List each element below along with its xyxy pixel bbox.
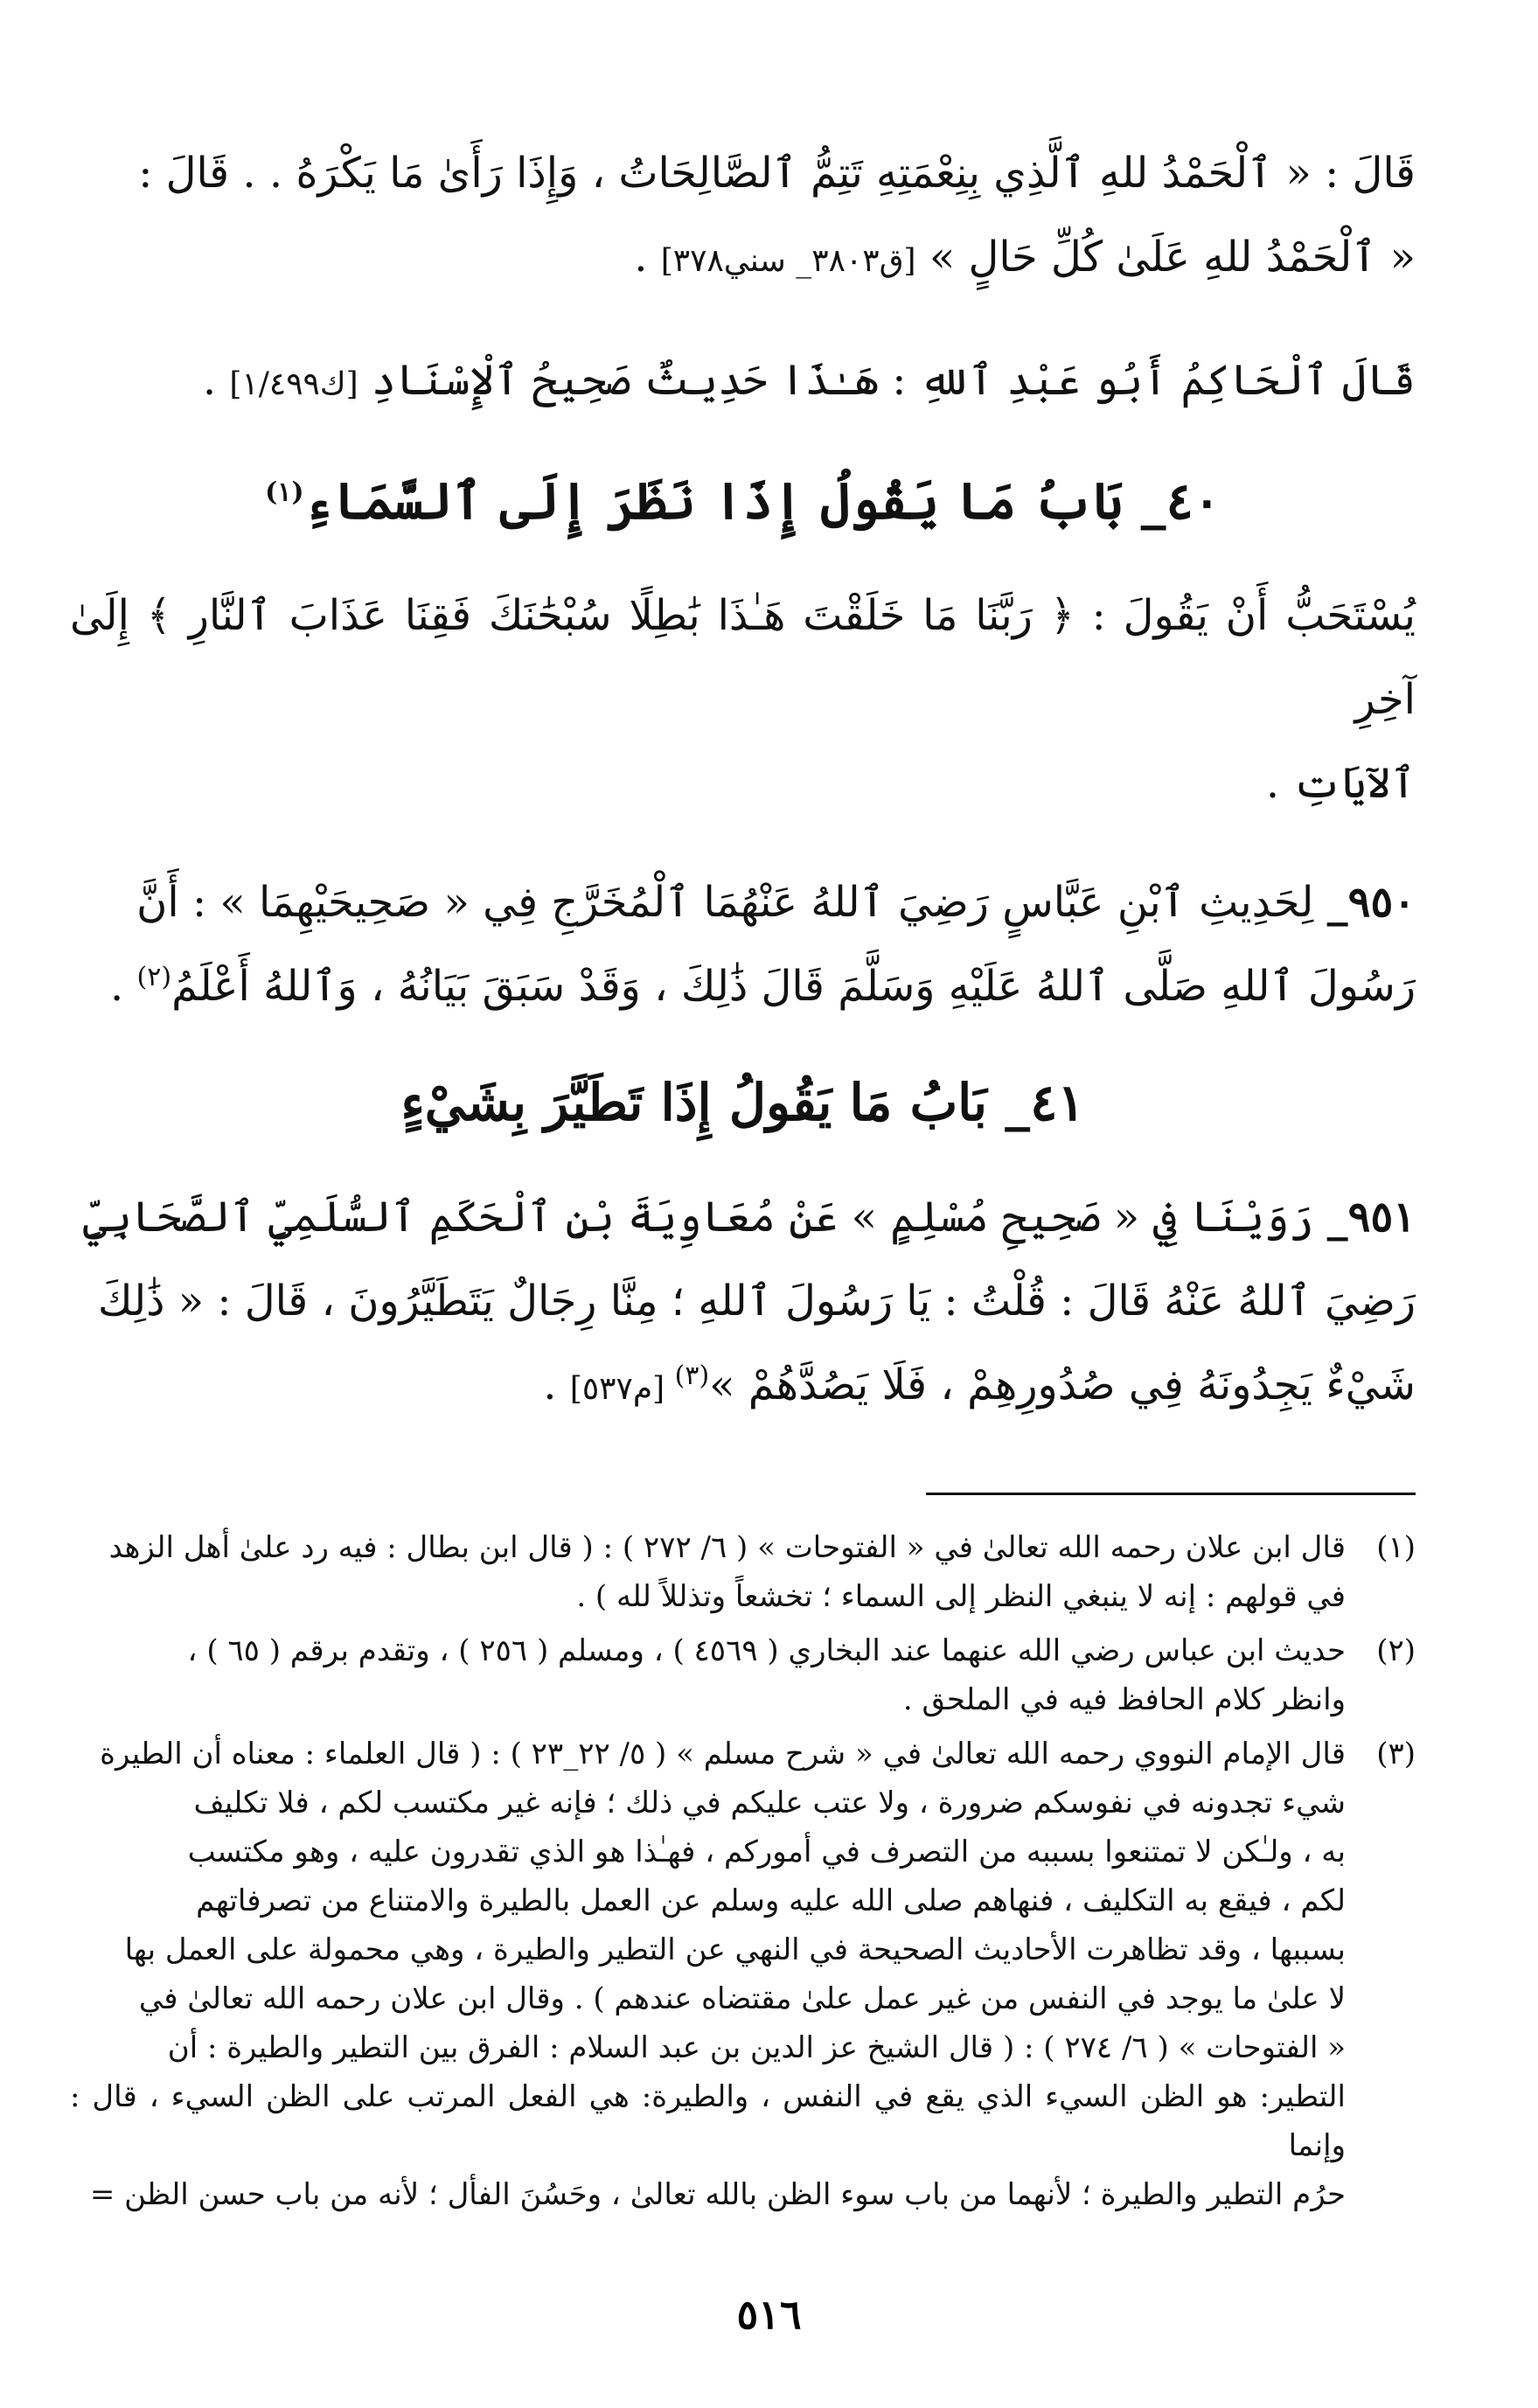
footnote-line: « الفتوحات » ( ٦/ ٢٧٤ ) : ( قال الشيخ عز الدين بن عبد السلام : الفرق بين التطير والطيرة : أن [167,2030,1346,2065]
text-line [70,944,1416,1028]
footnote [70,1523,1416,1621]
footnote-line: حرُم التطير والطيرة ؛ لأنهما من باب سوء الظن بالله تعالىٰ ، وحَسُنَ الفأل ؛ لأنه من باب حسن الظن = [89,2177,1346,2212]
footnote-text [70,1729,1346,2219]
text-segment: . [109,962,137,1011]
section-heading-40 [70,462,1416,540]
section-heading-41 [70,1063,1416,1142]
reference-mark: [ق٣٨٠٣_ سني٣٧٨] [660,243,916,279]
page-number: ٥١٦ [736,2293,802,2337]
footnote [70,1729,1416,2219]
text-line: قَالَ : « ٱلْحَمْدُ للهِ ٱلَّذِي بِنِعْمَتِهِ تَتِمُّ ٱلصَّالِحَاتُ ، وَإِذَا رَأَىٰ مَا يَكْرَهُ . . قَالَ : [138,149,1416,198]
footnote-text [70,1523,1346,1621]
text-segment: . [202,356,230,405]
text-segment: رَسُولَ ٱللهِ صَلَّى ٱللهُ عَلَيْهِ وَسَلَّمَ قَالَ ذَٰلِكَ ، وَقَدْ سَبَقَ بَيَانُهُ ، وَٱللهُ أَعْلَمُ [171,962,1416,1011]
text-segment: . [543,1361,570,1409]
footnote-line: في قولهم : إنه لا ينبغي النظر إلى السماء ؛ تخشعاً وتذللاً لله ) . [576,1579,1346,1614]
hadith-950 [70,860,1416,1028]
text-line: رَضِيَ ٱللهُ عَنْهُ قَالَ : قُلْتُ : يَا رَسُولَ ٱللهِ ؛ مِنَّا رِجَالٌ يَتَطَيَّرُونَ ، قَالَ : « ذَٰلِكَ [98,1277,1416,1326]
reference-mark: [ك١/٤٩٩] [229,366,358,402]
text-line [70,338,1416,427]
paragraph-hakim [70,338,1416,427]
footnote-ref: (٢) [136,962,172,992]
footnote-line: وانظر كلام الحافظ فيه في الملحق . [902,1682,1346,1717]
footnotes [70,1523,1416,2219]
text-segment: لِحَدِيثِ ٱبْنِ عَبَّاسٍ رَضِيَ ٱللهُ عَنْهُمَا ٱلْمُخَرَّجِ فِي « صَحِيحَيْهِمَا » : أَنَّ [136,878,1327,927]
footnote-line: لكم ، فيقع به التكليف ، فنهاهم صلى الله عليه وسلم عن العمل بالطيرة والامتناع من تصرفاتهم [196,1883,1346,1918]
hadith-number: ٩٥٠_ [1326,878,1416,927]
text-line: ٱلآيَاتِ . [1265,759,1416,808]
paragraph-verse [70,574,1416,825]
text-line [70,1175,1416,1259]
footnote [70,1626,1416,1724]
text-line: يُسْتَحَبُّ أَنْ يَقُولَ : ﴿ رَبَّنَا مَا خَلَقْتَ هَـٰذَا بَٰطِلًا سُبْحَٰنَكَ فَقِنَا عَذَابَ ٱلنَّارِ ﴾ إِلَىٰ آخِرِ [70,591,1416,724]
text-line [70,860,1416,944]
footnote-line: حديث ابن عباس رضي الله عنهما عند البخاري ( ٤٥٦٩ ) ، ومسلم ( ٢٥٦ ) ، وتقدم برقم ( ٦٥ ) ، [187,1633,1346,1668]
footnote-line: قال ابن علان رحمه الله تعالىٰ في « الفتوحات » ( ٦/ ٢٧٢ ) : ( قال ابن بطال : فيه رد علىٰ أهل الزهد [108,1530,1346,1565]
footnote-ref: (١) [265,477,304,508]
footnote-divider [926,1493,1416,1495]
paragraph-hamd [70,131,1416,303]
heading-text: ٤١_ بَابُ مَا يَقُولُ إِذَا تَطَيَّرَ بِشَيْءٍ [400,1073,1085,1132]
footnote-number: (٢) [1376,1633,1416,1668]
heading-text: ٤٠_ بَابُ مَا يَقُولُ إِذَا نَظَرَ إِلَى ٱلسَّمَاءِ [303,471,1221,531]
footnote-line: بسببها ، وقد تظاهرت الأحاديث الصحيحة في النهي عن التطير والطيرة ، وهي محمولة على العمل بها [124,1932,1346,1967]
footnote-line: لا علىٰ ما يوجد في النفس من غير عمل علىٰ مقتضاه عندهم ) . وقال ابن علان رحمه الله تعالىٰ في [138,1981,1346,2016]
footnote-line: قال الإمام النووي رحمه الله تعالىٰ في « شرح مسلم » ( ٥/ ٢٢_٢٣ ) : ( قال العلماء : معناه أن الطيرة [100,1736,1346,1771]
text-segment: قَالَ ٱلْحَاكِمُ أَبُو عَبْدِ ٱللهِ : هَـٰذَا حَدِيثٌ صَحِيحُ ٱلْإِسْنَادِ [358,356,1416,405]
footnote-number: (٣) [1376,1736,1416,1771]
footnote-line: التطير: هو الظن السيء الذي يقع في النفس ، والطيرة: هي الفعل المرتب على الظن السيء ، قال : وإنما [70,2079,1346,2163]
footnote-number: (١) [1376,1530,1416,1565]
footnote-line: به ، ولـٰكن لا تمتنعوا بسببه من التصرف في أموركم ، فهـٰذا هو الذي تقدرون عليه ، وهو مكتسب [187,1834,1346,1869]
reference-mark: [م٥٣٧] [569,1371,675,1407]
hadith-number: ٩٥١_ [1326,1193,1416,1242]
text-segment: . [634,233,661,282]
footnote-ref: (٣) [674,1361,710,1391]
footnote-line: شيء تجدونه في نفوسكم ضرورة ، ولا عتب عليكم في ذلك ؛ فإنه غير مكتسب لكم ، فلا تكليف [193,1785,1346,1820]
text-segment: شَيْءٌ يَجِدُونَهُ فِي صُدُورِهِمْ ، فَلَا يَصُدَّهُمْ » [709,1361,1416,1409]
text-segment: « ٱلْحَمْدُ للهِ عَلَىٰ كُلِّ حَالٍ » [915,233,1416,282]
text-line [70,1343,1416,1431]
text-line [70,215,1416,303]
footnote-text [70,1626,1346,1724]
hadith-951 [70,1175,1416,1431]
text-segment: رَوَيْنَا فِي « صَحِيحِ مُسْلِمٍ » عَنْ مُعَاوِيَةَ بْنِ ٱلْحَكَمِ ٱلسُّلَمِيِّ ٱلصَّحَابِيِّ [82,1193,1327,1242]
